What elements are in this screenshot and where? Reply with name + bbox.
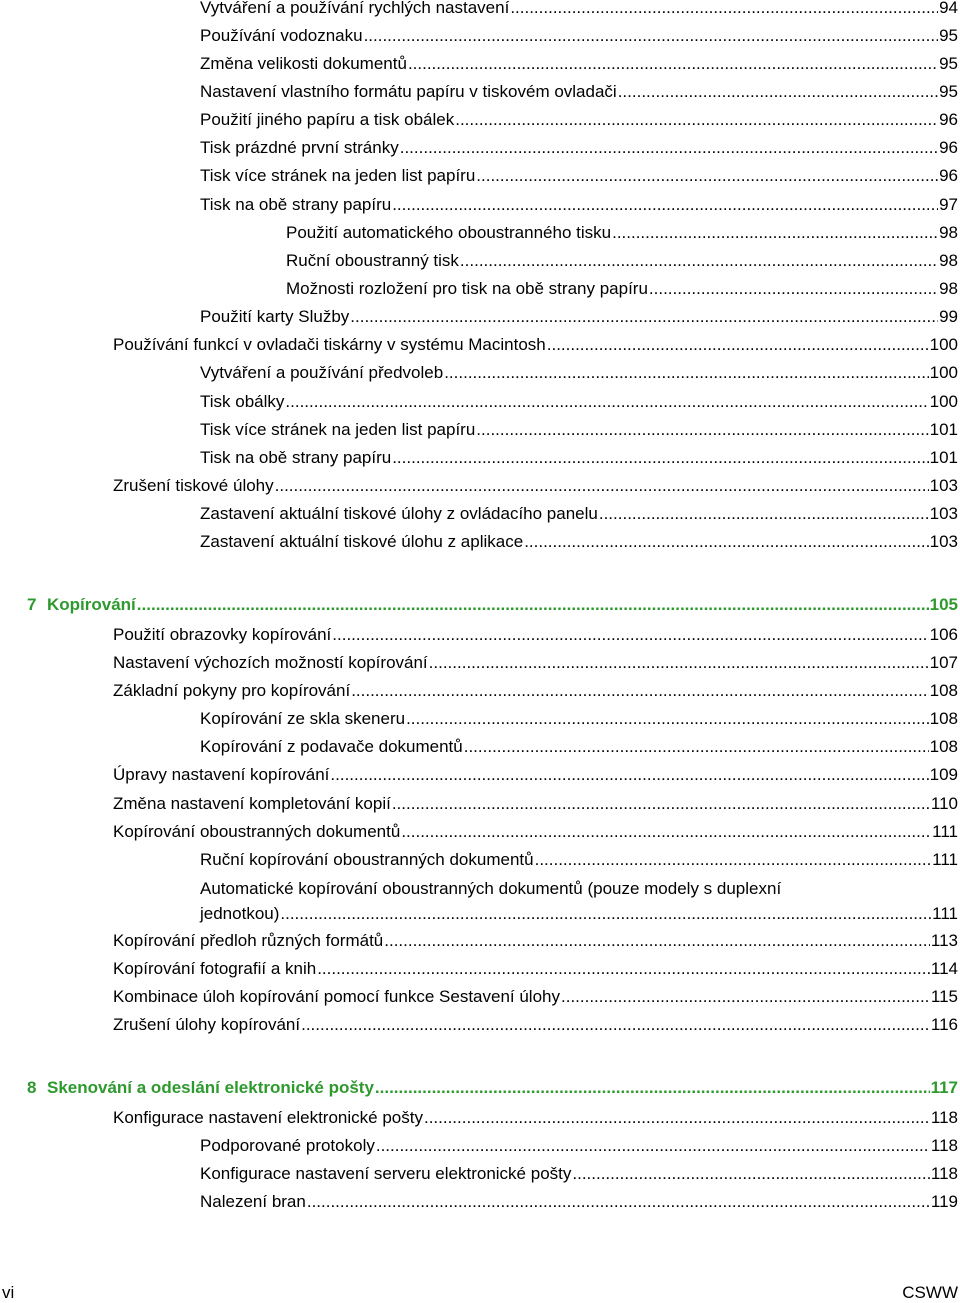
chapter-page: 105: [929, 595, 958, 614]
toc-entry-page: 96: [939, 110, 958, 129]
toc-entry[interactable]: [200, 110, 958, 130]
dot-leader: [280, 901, 931, 926]
dot-leader: [649, 279, 938, 299]
toc-entry-page: 118: [930, 1164, 958, 1183]
toc-entry-title: Základní pokyny pro kopírování: [113, 681, 351, 700]
toc-entry-page: 101: [929, 448, 958, 467]
toc-entry-title: Použití automatického oboustranného tisku: [286, 223, 612, 242]
toc-entry-page: 108: [929, 709, 958, 728]
toc-entry-title: Změna nastavení kompletování kopií: [113, 794, 391, 813]
dot-leader: [330, 765, 928, 785]
toc-entry-page: 109: [929, 765, 958, 784]
toc-entry-page: 113: [930, 931, 958, 950]
toc-entry-title: Kopírování ze skla skeneru: [200, 709, 406, 728]
toc-entry-title: Zastavení aktuální tiskové úlohy z ovládacího panelu: [200, 504, 598, 523]
toc-entry[interactable]: [113, 822, 958, 842]
chapter-title: Kopírování: [47, 595, 136, 614]
toc-entry[interactable]: [200, 166, 958, 186]
toc-entry[interactable]: [200, 307, 958, 327]
toc-entry[interactable]: [113, 765, 958, 785]
toc-entry-page: 96: [939, 166, 958, 185]
chapter-title: Skenování a odeslání elektronické pošty: [47, 1078, 374, 1097]
toc-entry-page: 95: [939, 82, 958, 101]
toc-entry[interactable]: [200, 82, 958, 102]
dot-leader: [301, 1015, 930, 1035]
toc-entry[interactable]: [200, 54, 958, 74]
toc-entry-page: 98: [939, 279, 958, 298]
toc-entry-page: 99: [939, 307, 958, 326]
dot-leader: [317, 959, 930, 979]
toc-entry-title: Tisk více stránek na jeden list papíru: [200, 166, 476, 185]
toc-entry-title: Kopírování oboustranných dokumentů: [113, 822, 401, 841]
toc-entry-page: 103: [929, 476, 958, 495]
toc-entry-page: 118: [930, 1108, 958, 1127]
toc-entry-title: Tisk na obě strany papíru: [200, 448, 392, 467]
dot-leader: [406, 709, 929, 729]
toc-entry-title: Zrušení tiskové úlohy: [113, 476, 274, 495]
dot-leader: [612, 223, 938, 243]
toc-entry-title: Změna velikosti dokumentů: [200, 54, 407, 73]
toc-entry[interactable]: [200, 392, 958, 412]
toc-entry-title: Tisk obálky: [200, 392, 285, 411]
toc-entry-page: 108: [929, 681, 958, 700]
toc-entry-title: Automatické kopírování oboustranných dokumentů (pouze modely s duplexní: [200, 879, 782, 898]
toc-entry[interactable]: [200, 504, 958, 524]
toc-entry-title: Používání funkcí v ovladači tiskárny v systému Macintosh: [113, 335, 546, 354]
toc-entry-title: Použití obrazovky kopírování: [113, 625, 332, 644]
toc-entry-page: 101: [929, 420, 958, 439]
dot-leader: [429, 653, 929, 673]
dot-leader: [535, 850, 932, 870]
toc-entry-title: Úpravy nastavení kopírování: [113, 765, 330, 784]
dot-leader: [137, 595, 929, 615]
toc-entry[interactable]: [113, 987, 958, 1007]
dot-leader: [464, 737, 929, 757]
toc-entry[interactable]: [200, 448, 958, 468]
toc-chapter-7[interactable]: [27, 595, 958, 615]
toc-entry-title: Možnosti rozložení pro tisk na obě strany papíru: [286, 279, 648, 298]
toc-entry[interactable]: [200, 850, 958, 870]
dot-leader: [392, 195, 938, 215]
dot-leader: [351, 681, 928, 701]
toc-entry-title: Tisk více stránek na jeden list papíru: [200, 420, 476, 439]
toc-entry-page: 111: [932, 822, 958, 841]
dot-leader: [307, 1192, 930, 1212]
toc-entry-page: 103: [929, 532, 958, 551]
dot-leader: [599, 504, 929, 524]
toc-entry[interactable]: [200, 26, 958, 46]
toc-entry-title: Konfigurace nastavení elektronické pošty: [113, 1108, 423, 1127]
dot-leader: [455, 110, 938, 130]
dot-leader: [392, 794, 930, 814]
dot-leader: [332, 625, 928, 645]
toc-entry-title: Použití jiného papíru a tisk obálek: [200, 110, 455, 129]
toc-entry[interactable]: [200, 138, 958, 158]
toc-entry-title-continued: jednotkou): [200, 904, 280, 923]
toc-entry[interactable]: [113, 931, 958, 951]
dot-leader: [401, 822, 931, 842]
locale-footer: CSWW: [902, 1283, 958, 1302]
dot-leader: [460, 251, 938, 271]
toc-entry-page: 97: [939, 195, 958, 214]
toc-entry-title: Zastavení aktuální tiskové úlohu z aplikace: [200, 532, 524, 551]
toc-entry-page: 111: [932, 904, 958, 923]
toc-entry-page: 100: [929, 335, 958, 354]
toc-entry[interactable]: [113, 625, 958, 645]
dot-leader: [510, 0, 938, 18]
toc-entry[interactable]: [200, 737, 958, 757]
dot-leader: [364, 26, 939, 46]
toc-entry[interactable]: [200, 0, 958, 18]
toc-entry[interactable]: [113, 1015, 958, 1035]
toc-entry[interactable]: [113, 653, 958, 673]
toc-entry[interactable]: [200, 1136, 958, 1156]
toc-entry-title: Použití karty Služby: [200, 307, 350, 326]
toc-entry-title: Kopírování z podavače dokumentů: [200, 737, 463, 756]
toc-entry-title: Vytváření a používání rychlých nastavení: [200, 0, 510, 17]
toc-entry-page: 107: [929, 653, 958, 672]
toc-entry-title: Podporované protokoly: [200, 1136, 375, 1155]
page-number-footer: vi: [2, 1283, 15, 1302]
toc-entry[interactable]: [113, 1108, 958, 1128]
toc-entry-title: Kopírování fotografií a knih: [113, 959, 317, 978]
toc-entry-page: 100: [929, 392, 958, 411]
toc-entry[interactable]: [200, 1164, 958, 1184]
toc-entry-title: Nastavení výchozích možností kopírování: [113, 653, 428, 672]
toc-entry[interactable]: [200, 876, 958, 926]
toc-entry-page: 94: [939, 0, 958, 17]
toc-entry-page: 119: [930, 1192, 958, 1211]
toc-entry-title: Kopírování předloh různých formátů: [113, 931, 384, 950]
toc-entry[interactable]: [200, 363, 958, 383]
toc-chapter-8[interactable]: [27, 1078, 958, 1098]
toc-entry-title: Nastavení vlastního formátu papíru v tiskovém ovladači: [200, 82, 617, 101]
toc-entry[interactable]: [200, 195, 958, 215]
dot-leader: [376, 1136, 930, 1156]
toc-entry-page: 100: [929, 363, 958, 382]
toc-entry-page: 95: [939, 54, 958, 73]
dot-leader: [547, 335, 929, 355]
toc-entry[interactable]: [113, 959, 958, 979]
dot-leader: [375, 1078, 930, 1098]
dot-leader: [400, 138, 938, 158]
toc-entry-title: Tisk prázdné první stránky: [200, 138, 399, 157]
toc-entry-page: 108: [929, 737, 958, 756]
toc-entry[interactable]: [113, 681, 958, 701]
toc-entry[interactable]: [286, 223, 958, 243]
toc-entry-page: 106: [929, 625, 958, 644]
toc-entry-title: Vytváření a používání předvoleb: [200, 363, 444, 382]
dot-leader: [350, 307, 938, 327]
toc-entry[interactable]: [200, 420, 958, 440]
dot-leader: [408, 54, 938, 74]
toc-entry[interactable]: [286, 279, 958, 299]
toc-entry-title: Kombinace úloh kopírování pomocí funkce Sestavení úlohy: [113, 987, 560, 1006]
toc-entry-title: Tisk na obě strany papíru: [200, 195, 392, 214]
dot-leader: [561, 987, 930, 1007]
toc-entry-page: 116: [930, 1015, 958, 1034]
chapter-number: 7: [27, 595, 37, 614]
toc-entry-page: 111: [932, 850, 958, 869]
toc-entry-title: Nalezení bran: [200, 1192, 306, 1211]
dot-leader: [384, 931, 930, 951]
toc-entry-page: 98: [939, 223, 958, 242]
toc-entry[interactable]: [113, 476, 958, 496]
toc-entry[interactable]: [200, 532, 958, 552]
toc-entry-page: 96: [939, 138, 958, 157]
toc-entry[interactable]: [113, 335, 958, 355]
toc-entry[interactable]: [200, 1192, 958, 1212]
chapter-number: 8: [27, 1078, 37, 1097]
dot-leader: [476, 166, 938, 186]
dot-leader: [572, 1164, 930, 1184]
toc-entry-page: 115: [930, 987, 958, 1006]
toc-entry[interactable]: [200, 709, 958, 729]
dot-leader: [444, 363, 928, 383]
toc-entry-page: 103: [929, 504, 958, 523]
toc-entry-page: 110: [930, 794, 958, 813]
chapter-page: 117: [930, 1078, 958, 1097]
toc-entry-title: Konfigurace nastavení serveru elektronické pošty: [200, 1164, 572, 1183]
dot-leader: [524, 532, 928, 552]
dot-leader: [275, 476, 929, 496]
toc-entry-page: 98: [939, 251, 958, 270]
dot-leader: [618, 82, 938, 102]
toc-entry[interactable]: [286, 251, 958, 271]
toc-entry-page: 114: [930, 959, 958, 978]
toc-entry-title: Používání vodoznaku: [200, 26, 363, 45]
dot-leader: [285, 392, 928, 412]
dot-leader: [476, 420, 928, 440]
dot-leader: [392, 448, 928, 468]
toc-entry-title: Ruční kopírování oboustranných dokumentů: [200, 850, 534, 869]
toc-entry[interactable]: [113, 794, 958, 814]
toc-entry-page: 95: [939, 26, 958, 45]
toc-entry-title: Zrušení úlohy kopírování: [113, 1015, 301, 1034]
toc-entry-page: 118: [930, 1136, 958, 1155]
dot-leader: [424, 1108, 930, 1128]
toc-entry-title: Ruční oboustranný tisk: [286, 251, 459, 270]
